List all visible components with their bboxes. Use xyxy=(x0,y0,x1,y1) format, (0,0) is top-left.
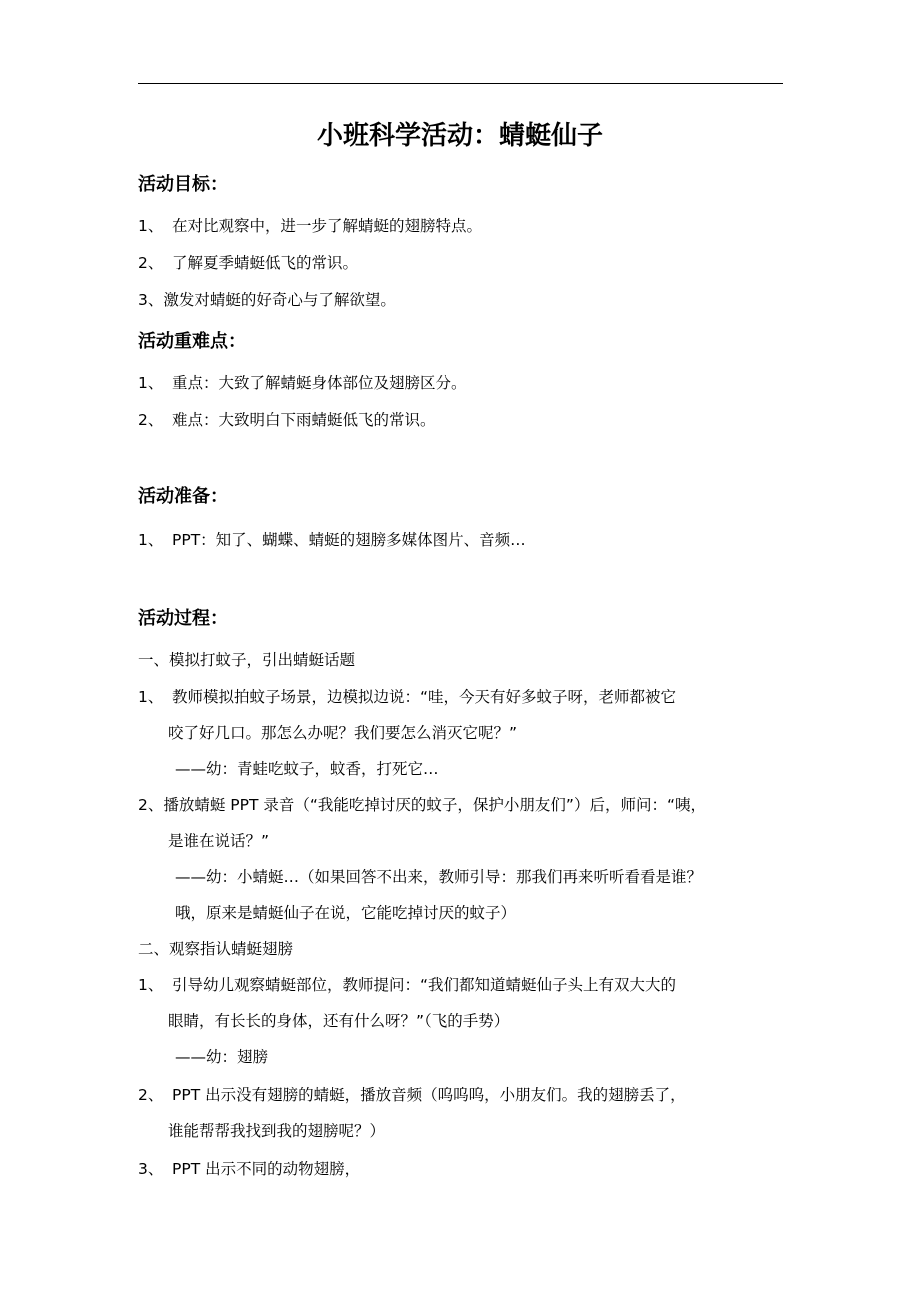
goal-item-3 xyxy=(138,289,788,311)
child-reply: ——幼：青蛙吃蚊子，蚊香，打死它… xyxy=(175,760,439,778)
child-reply: ——幼：翅膀 xyxy=(175,1048,269,1066)
paragraph-line: 是谁在说话？” xyxy=(168,832,270,850)
list-number: 2、 xyxy=(138,411,164,429)
paragraph-line: 眼睛，有长长的身体，还有什么呀？”（飞的手势） xyxy=(168,1012,510,1030)
list-number: 2、 xyxy=(138,1086,164,1104)
list-number: 3、 xyxy=(138,1160,164,1178)
paragraph-line: PPT 出示不同的动物翅膀， xyxy=(172,1160,361,1178)
paragraph-line: 引导幼儿观察蜻蜓部位，教师提问：“我们都知道蜻蜓仙子头上有双大大的 xyxy=(172,976,677,994)
child-reply: ——幼：小蜻蜓…（如果回答不出来，教师引导：那我们再来听听看看是谁？ xyxy=(175,868,703,886)
keypoints-heading: 活动重难点： xyxy=(138,331,246,352)
list-number: 3、 xyxy=(138,291,164,309)
prep-text: PPT：知了、蝴蝶、蜻蜓的翅膀多媒体图片、音频… xyxy=(172,531,526,549)
paragraph-line: 教师模拟拍蚊子场景，边模拟边说：“哇，今天有好多蚊子呀，老师都被它 xyxy=(172,688,677,706)
list-number: 1、 xyxy=(138,531,164,549)
header-rule xyxy=(138,83,783,84)
goal-text: 激发对蜻蜓的好奇心与了解欲望。 xyxy=(163,291,396,309)
keypoint-item-1 xyxy=(138,372,788,394)
paragraph-line: 播放蜻蜓 PPT 录音（“我能吃掉讨厌的蚊子，保护小朋友们”）后，师问：“咦， xyxy=(163,796,706,814)
process-section-2-title: 二、观察指认蜻蜓翅膀 xyxy=(138,940,294,958)
keypoint-text: 难点：大致明白下雨蜻蜓低飞的常识。 xyxy=(172,411,436,429)
goal-text: 了解夏季蜻蜓低飞的常识。 xyxy=(172,254,359,272)
process-section-1-title: 一、模拟打蚊子，引出蜻蜓话题 xyxy=(138,651,356,669)
goal-item-1 xyxy=(138,215,788,237)
prep-heading: 活动准备： xyxy=(138,486,228,507)
keypoint-text: 重点：大致了解蜻蜓身体部位及翅膀区分。 xyxy=(172,374,467,392)
goal-text: 在对比观察中，进一步了解蜻蜓的翅膀特点。 xyxy=(172,217,483,235)
process-heading: 活动过程： xyxy=(138,608,228,629)
keypoint-item-2 xyxy=(138,409,788,431)
process-s2-item-1 xyxy=(138,974,788,996)
paragraph-line: 咬了好几口。那怎么办呢？我们要怎么消灭它呢？” xyxy=(168,724,518,742)
page-title: 小班科学活动：蜻蜓仙子 xyxy=(316,121,603,151)
process-s1-item-1 xyxy=(138,686,788,708)
list-number: 2、 xyxy=(138,254,164,272)
goals-heading: 活动目标： xyxy=(138,174,228,195)
paragraph-line: PPT 出示没有翅膀的蜻蜓，播放音频（呜呜呜，小朋友们。我的翅膀丢了， xyxy=(172,1086,686,1104)
list-number: 1、 xyxy=(138,976,164,994)
goal-item-2 xyxy=(138,252,788,274)
list-number: 1、 xyxy=(138,374,164,392)
prep-item-1 xyxy=(138,529,788,551)
list-number: 1、 xyxy=(138,217,164,235)
list-number: 1、 xyxy=(138,688,164,706)
process-s2-item-3 xyxy=(138,1158,788,1180)
list-number: 2、 xyxy=(138,796,164,814)
paragraph-line: 谁能帮帮我找到我的翅膀呢？） xyxy=(168,1122,386,1140)
process-s2-item-2 xyxy=(138,1084,788,1106)
child-reply: 哦，原来是蜻蜓仙子在说，它能吃掉讨厌的蚊子） xyxy=(175,904,517,922)
process-s1-item-2 xyxy=(138,794,788,816)
